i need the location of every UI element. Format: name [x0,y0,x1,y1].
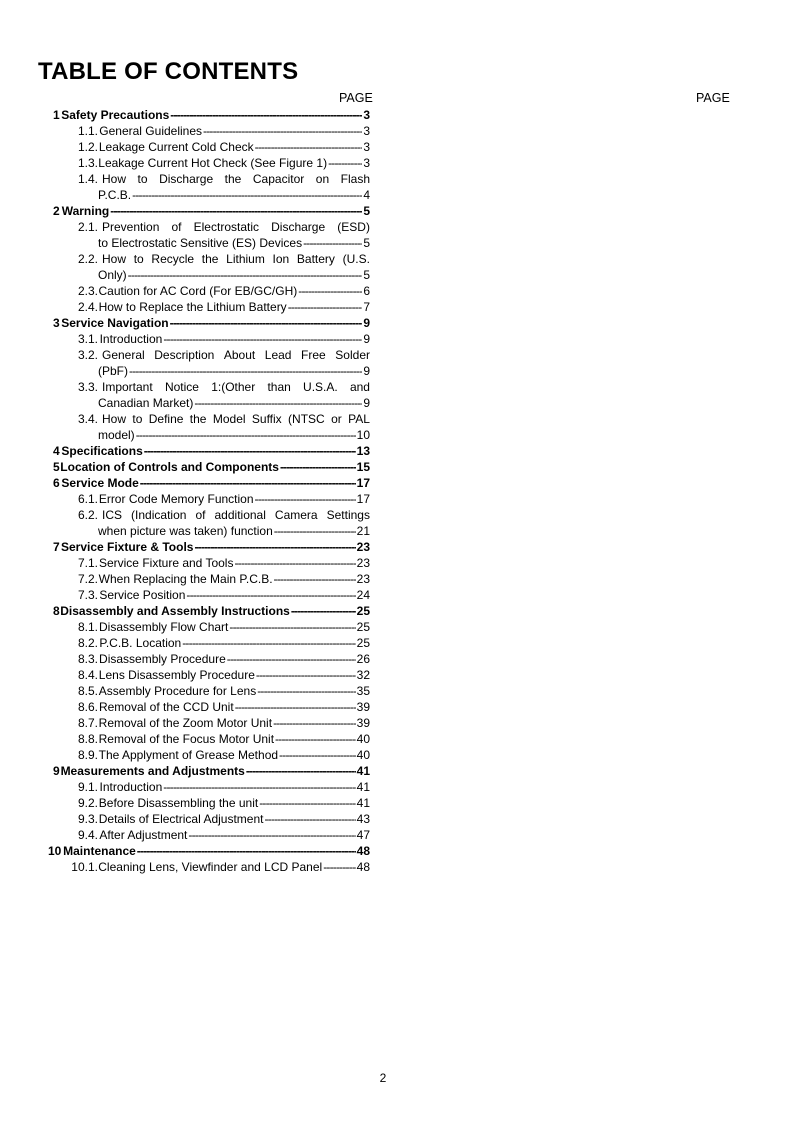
toc-dot-leader [255,139,363,155]
toc-entry-number: 8.1. [77,620,98,634]
toc-entry-number: 6.1. [77,492,98,506]
toc-subsection-entry[interactable] [48,827,370,843]
toc-dot-leader [257,683,355,699]
toc-subsection-entry[interactable] [48,491,370,507]
page-number: 2 [379,1071,387,1085]
toc-entry-title: Measurements and Adjustments [60,764,245,778]
toc-page-number: 48 [356,844,370,858]
toc-dot-leader [129,363,362,379]
toc-page-number: 3 [363,124,370,138]
toc-entry-title: Removal of the Zoom Motor Unit [98,716,273,730]
toc-subsection-entry[interactable] [48,731,370,747]
toc-dot-leader [274,571,356,587]
toc-entry-title: Safety Precautions [61,108,170,122]
toc-section-entry[interactable] [48,459,370,475]
toc-subsection-entry[interactable] [48,571,370,587]
toc-entry-title: How to Replace the Lithium Battery [98,300,287,314]
toc-subsection-entry[interactable] [48,699,370,715]
toc-dot-leader [274,523,356,539]
toc-page-number: 25 [356,604,370,618]
toc-entry-title: Leakage Current Hot Check (See Figure 1) [98,156,328,170]
toc-subsection-entry[interactable] [48,347,370,363]
page-column-label-left: PAGE [339,91,373,105]
toc-entry-title: When Replacing the Main P.C.B. [98,572,273,586]
toc-dot-leader [188,827,355,843]
toc-entry-title: Location of Controls and Components [60,460,279,474]
toc-page-number: 3 [363,140,370,154]
toc-entry-title: Caution for AC Cord (For EB/GC/GH) [98,284,298,298]
toc-page-number: 35 [356,684,370,698]
toc-dot-leader [194,395,362,411]
toc-entry-title: Important Notice 1:(Other than U.S.A. and [102,380,370,394]
toc-entry-title: to Electrostatic Sensitive (ES) Devices [98,236,303,250]
toc-entry-number: 3 [53,316,60,330]
toc-section-entry[interactable] [48,107,370,123]
toc-entry-title: How to Discharge the Capacitor on Flash [102,172,370,186]
toc-entry-title: Disassembly Flow Chart [99,620,229,634]
toc-entry-title: Specifications [61,444,143,458]
toc-entry-title: when picture was taken) function [98,524,273,538]
toc-entry-title: Introduction [99,780,163,794]
toc-section-entry[interactable] [48,443,370,459]
toc-entry-title: Prevention of Electrostatic Discharge (ESD) [102,220,370,234]
toc-subsection-entry[interactable] [48,507,370,523]
table-of-contents [48,107,370,875]
toc-entry-title: Maintenance [63,844,136,858]
toc-dot-leader [259,795,355,811]
toc-entry-title: Disassembly Procedure [99,652,226,666]
toc-section-entry[interactable] [48,203,370,219]
toc-page-number: 40 [356,732,370,746]
toc-entry-title: Canadian Market) [98,396,194,410]
toc-dot-leader [110,203,362,219]
toc-dot-leader [137,843,356,859]
toc-entry-title: How to Recycle the Lithium Ion Battery (U.S. [102,252,370,266]
toc-entry-number: 1.1. [77,124,98,138]
toc-page-number: 39 [356,716,370,730]
toc-dot-leader [328,155,362,171]
toc-entry-number: 5 [53,460,60,474]
toc-subsection-entry[interactable] [48,155,370,171]
toc-entry-continuation[interactable] [48,395,370,411]
toc-entry-title: General Description About Lead Free Solder [102,348,370,362]
toc-entry-number: 8.3. [77,652,98,666]
toc-page-number: 13 [356,444,370,458]
toc-entry-title: P.C.B. Location [99,636,182,650]
toc-entry-title: Lens Disassembly Procedure [98,668,255,682]
toc-entry-continuation[interactable] [48,427,370,443]
toc-entry-title: model) [98,428,135,442]
toc-dot-leader [186,587,355,603]
toc-dot-leader [256,667,356,683]
toc-entry-title: P.C.B. [98,188,132,202]
toc-page-number: 9 [363,332,370,346]
toc-dot-leader [140,475,356,491]
toc-entry-number: 8.6. [77,700,98,714]
toc-dot-leader [298,283,362,299]
toc-entry-continuation[interactable] [48,363,370,379]
toc-section-entry[interactable] [48,843,370,859]
toc-entry-number: 3.3. [77,380,98,394]
toc-page-number: 17 [356,492,370,506]
toc-subsection-entry[interactable] [48,219,370,235]
toc-entry-title: Only) [98,268,127,282]
toc-page-number: 47 [356,828,370,842]
toc-page-number: 48 [356,860,370,874]
toc-page-number: 15 [356,460,370,474]
toc-page-number: 41 [356,796,370,810]
toc-dot-leader [229,619,355,635]
toc-dot-leader [194,539,355,555]
toc-dot-leader [182,635,355,651]
toc-entry-number: 1.2. [77,140,98,154]
toc-page-number: 9 [363,396,370,410]
toc-entry-title: After Adjustment [99,828,188,842]
toc-page-number: 26 [356,652,370,666]
page-column-label-right: PAGE [696,91,730,105]
toc-subsection-entry[interactable] [48,715,370,731]
toc-dot-leader [288,299,363,315]
toc-dot-leader [170,107,362,123]
toc-page-number: 5 [363,268,370,282]
toc-page-number: 43 [356,812,370,826]
toc-entry-number: 2.3. [77,284,98,298]
toc-subsection-entry[interactable] [48,667,370,683]
toc-page-number: 6 [363,284,370,298]
toc-subsection-entry[interactable] [48,331,370,347]
toc-dot-leader [323,859,355,875]
toc-page-number: 17 [356,476,370,490]
toc-dot-leader [227,651,356,667]
toc-entry-title: How to Define the Model Suffix (NTSC or PAL [102,412,370,426]
toc-entry-number: 1.4. [77,172,98,186]
toc-subsection-entry[interactable] [48,555,370,571]
toc-section-entry[interactable] [48,763,370,779]
toc-dot-leader [246,763,356,779]
toc-subsection-entry[interactable] [48,779,370,795]
toc-entry-number: 6.2. [77,508,98,522]
toc-entry-number: 7 [53,540,60,554]
toc-dot-leader [264,811,355,827]
toc-entry-number: 7.3. [77,588,98,602]
toc-entry-number: 8.5. [77,684,98,698]
toc-subsection-entry[interactable] [48,123,370,139]
toc-dot-leader [170,315,363,331]
toc-dot-leader [132,187,362,203]
toc-entry-number: 10.1. [71,860,98,874]
toc-dot-leader [144,443,356,459]
toc-entry-title: Assembly Procedure for Lens [98,684,257,698]
toc-subsection-entry[interactable] [48,139,370,155]
toc-page-number: 39 [356,700,370,714]
toc-entry-number: 2.1. [77,220,98,234]
toc-page-number: 4 [363,188,370,202]
toc-section-entry[interactable] [48,603,370,619]
toc-entry-number: 3.2. [77,348,98,362]
toc-dot-leader [255,491,356,507]
toc-entry-number: 2 [53,204,60,218]
toc-page-number: 23 [356,540,370,554]
toc-page-number: 32 [356,668,370,682]
toc-subsection-entry[interactable] [48,587,370,603]
toc-page-number: 21 [356,524,370,538]
toc-dot-leader [163,331,362,347]
toc-entry-number: 4 [53,444,60,458]
toc-dot-leader [273,715,356,731]
toc-dot-leader [275,731,356,747]
toc-entry-number: 8 [53,604,60,618]
toc-subsection-entry[interactable] [48,251,370,267]
toc-entry-number: 10 [48,844,62,858]
toc-entry-number: 8.8. [77,732,98,746]
toc-subsection-entry[interactable] [48,747,370,763]
toc-subsection-entry[interactable] [48,283,370,299]
toc-dot-leader [303,235,362,251]
toc-page-number: 25 [356,636,370,650]
toc-entry-title: Service Fixture & Tools [60,540,194,554]
toc-page-number: 10 [356,428,370,442]
toc-dot-leader [136,427,356,443]
toc-entry-continuation[interactable] [48,523,370,539]
toc-subsection-entry[interactable] [48,795,370,811]
toc-dot-leader [235,699,356,715]
toc-page-number: 40 [356,748,370,762]
toc-page-number: 25 [356,620,370,634]
toc-subsection-entry[interactable] [48,411,370,427]
toc-entry-title: Before Disassembling the unit [98,796,259,810]
toc-entry-title: The Applyment of Grease Method [98,748,279,762]
toc-entry-number: 3.1. [77,332,98,346]
toc-dot-leader [203,123,362,139]
toc-section-entry[interactable] [48,475,370,491]
toc-entry-title: (PbF) [98,364,128,378]
toc-entry-number: 7.1. [77,556,98,570]
toc-subsection-entry[interactable] [48,811,370,827]
toc-entry-title: Service Mode [61,476,139,490]
toc-entry-title: Removal of the CCD Unit [98,700,234,714]
toc-page-number: 5 [363,236,370,250]
toc-section-entry[interactable] [48,315,370,331]
toc-entry-number: 9.4. [77,828,98,842]
toc-entry-title: Removal of the Focus Motor Unit [98,732,275,746]
toc-entry-number: 8.4. [77,668,98,682]
toc-entry-title: Introduction [99,332,163,346]
toc-entry-number: 9.1. [77,780,98,794]
toc-subsection-entry[interactable] [48,859,370,875]
toc-page-number: 23 [356,556,370,570]
toc-section-entry[interactable] [48,539,370,555]
toc-subsection-entry[interactable] [48,379,370,395]
toc-subsection-entry[interactable] [48,619,370,635]
toc-entry-title: Service Fixture and Tools [98,556,234,570]
toc-page-number: 3 [363,108,370,122]
toc-entry-number: 3.4. [77,412,98,426]
toc-entry-title: Leakage Current Cold Check [98,140,254,154]
toc-entry-title: General Guidelines [99,124,203,138]
toc-page-number: 9 [363,316,370,330]
toc-entry-number: 6 [53,476,60,490]
toc-entry-title: Details of Electrical Adjustment [98,812,264,826]
toc-page-number: 41 [356,764,370,778]
toc-entry-number: 7.2. [77,572,98,586]
toc-dot-leader [128,267,363,283]
toc-page-number: 41 [356,780,370,794]
toc-entry-number: 1.3. [77,156,98,170]
toc-dot-leader [279,747,356,763]
toc-entry-number: 8.2. [77,636,98,650]
toc-dot-leader [291,603,356,619]
toc-page-number: 7 [363,300,370,314]
toc-entry-number: 2.2. [77,252,98,266]
toc-page-number: 9 [363,364,370,378]
toc-entry-number: 8.7. [77,716,98,730]
toc-subsection-entry[interactable] [48,635,370,651]
toc-entry-title: Service Position [99,588,186,602]
toc-subsection-entry[interactable] [48,171,370,187]
toc-subsection-entry[interactable] [48,651,370,667]
toc-entry-title: ICS (Indication of additional Camera Settings [102,508,370,522]
toc-dot-leader [234,555,355,571]
toc-dot-leader [280,459,356,475]
toc-entry-number: 2.4. [77,300,98,314]
toc-entry-continuation[interactable] [48,267,370,283]
toc-entry-number: 1 [53,108,60,122]
toc-entry-title: Disassembly and Assembly Instructions [60,604,290,618]
toc-entry-continuation[interactable] [48,187,370,203]
toc-entry-title: Service Navigation [61,316,169,330]
toc-entry-title: Cleaning Lens, Viewfinder and LCD Panel [98,860,323,874]
toc-subsection-entry[interactable] [48,683,370,699]
toc-page-number: 5 [363,204,370,218]
toc-entry-number: 8.9. [77,748,98,762]
toc-page-number: 23 [356,572,370,586]
toc-subsection-entry[interactable] [48,299,370,315]
toc-entry-continuation[interactable] [48,235,370,251]
toc-page-number: 3 [363,156,370,170]
toc-page-number: 24 [356,588,370,602]
toc-entry-number: 9 [53,764,60,778]
toc-entry-title: Warning [61,204,110,218]
toc-entry-number: 9.3. [77,812,98,826]
document-title: TABLE OF CONTENTS [38,58,299,85]
toc-entry-number: 9.2. [77,796,98,810]
toc-dot-leader [163,779,355,795]
toc-entry-title: Error Code Memory Function [98,492,254,506]
